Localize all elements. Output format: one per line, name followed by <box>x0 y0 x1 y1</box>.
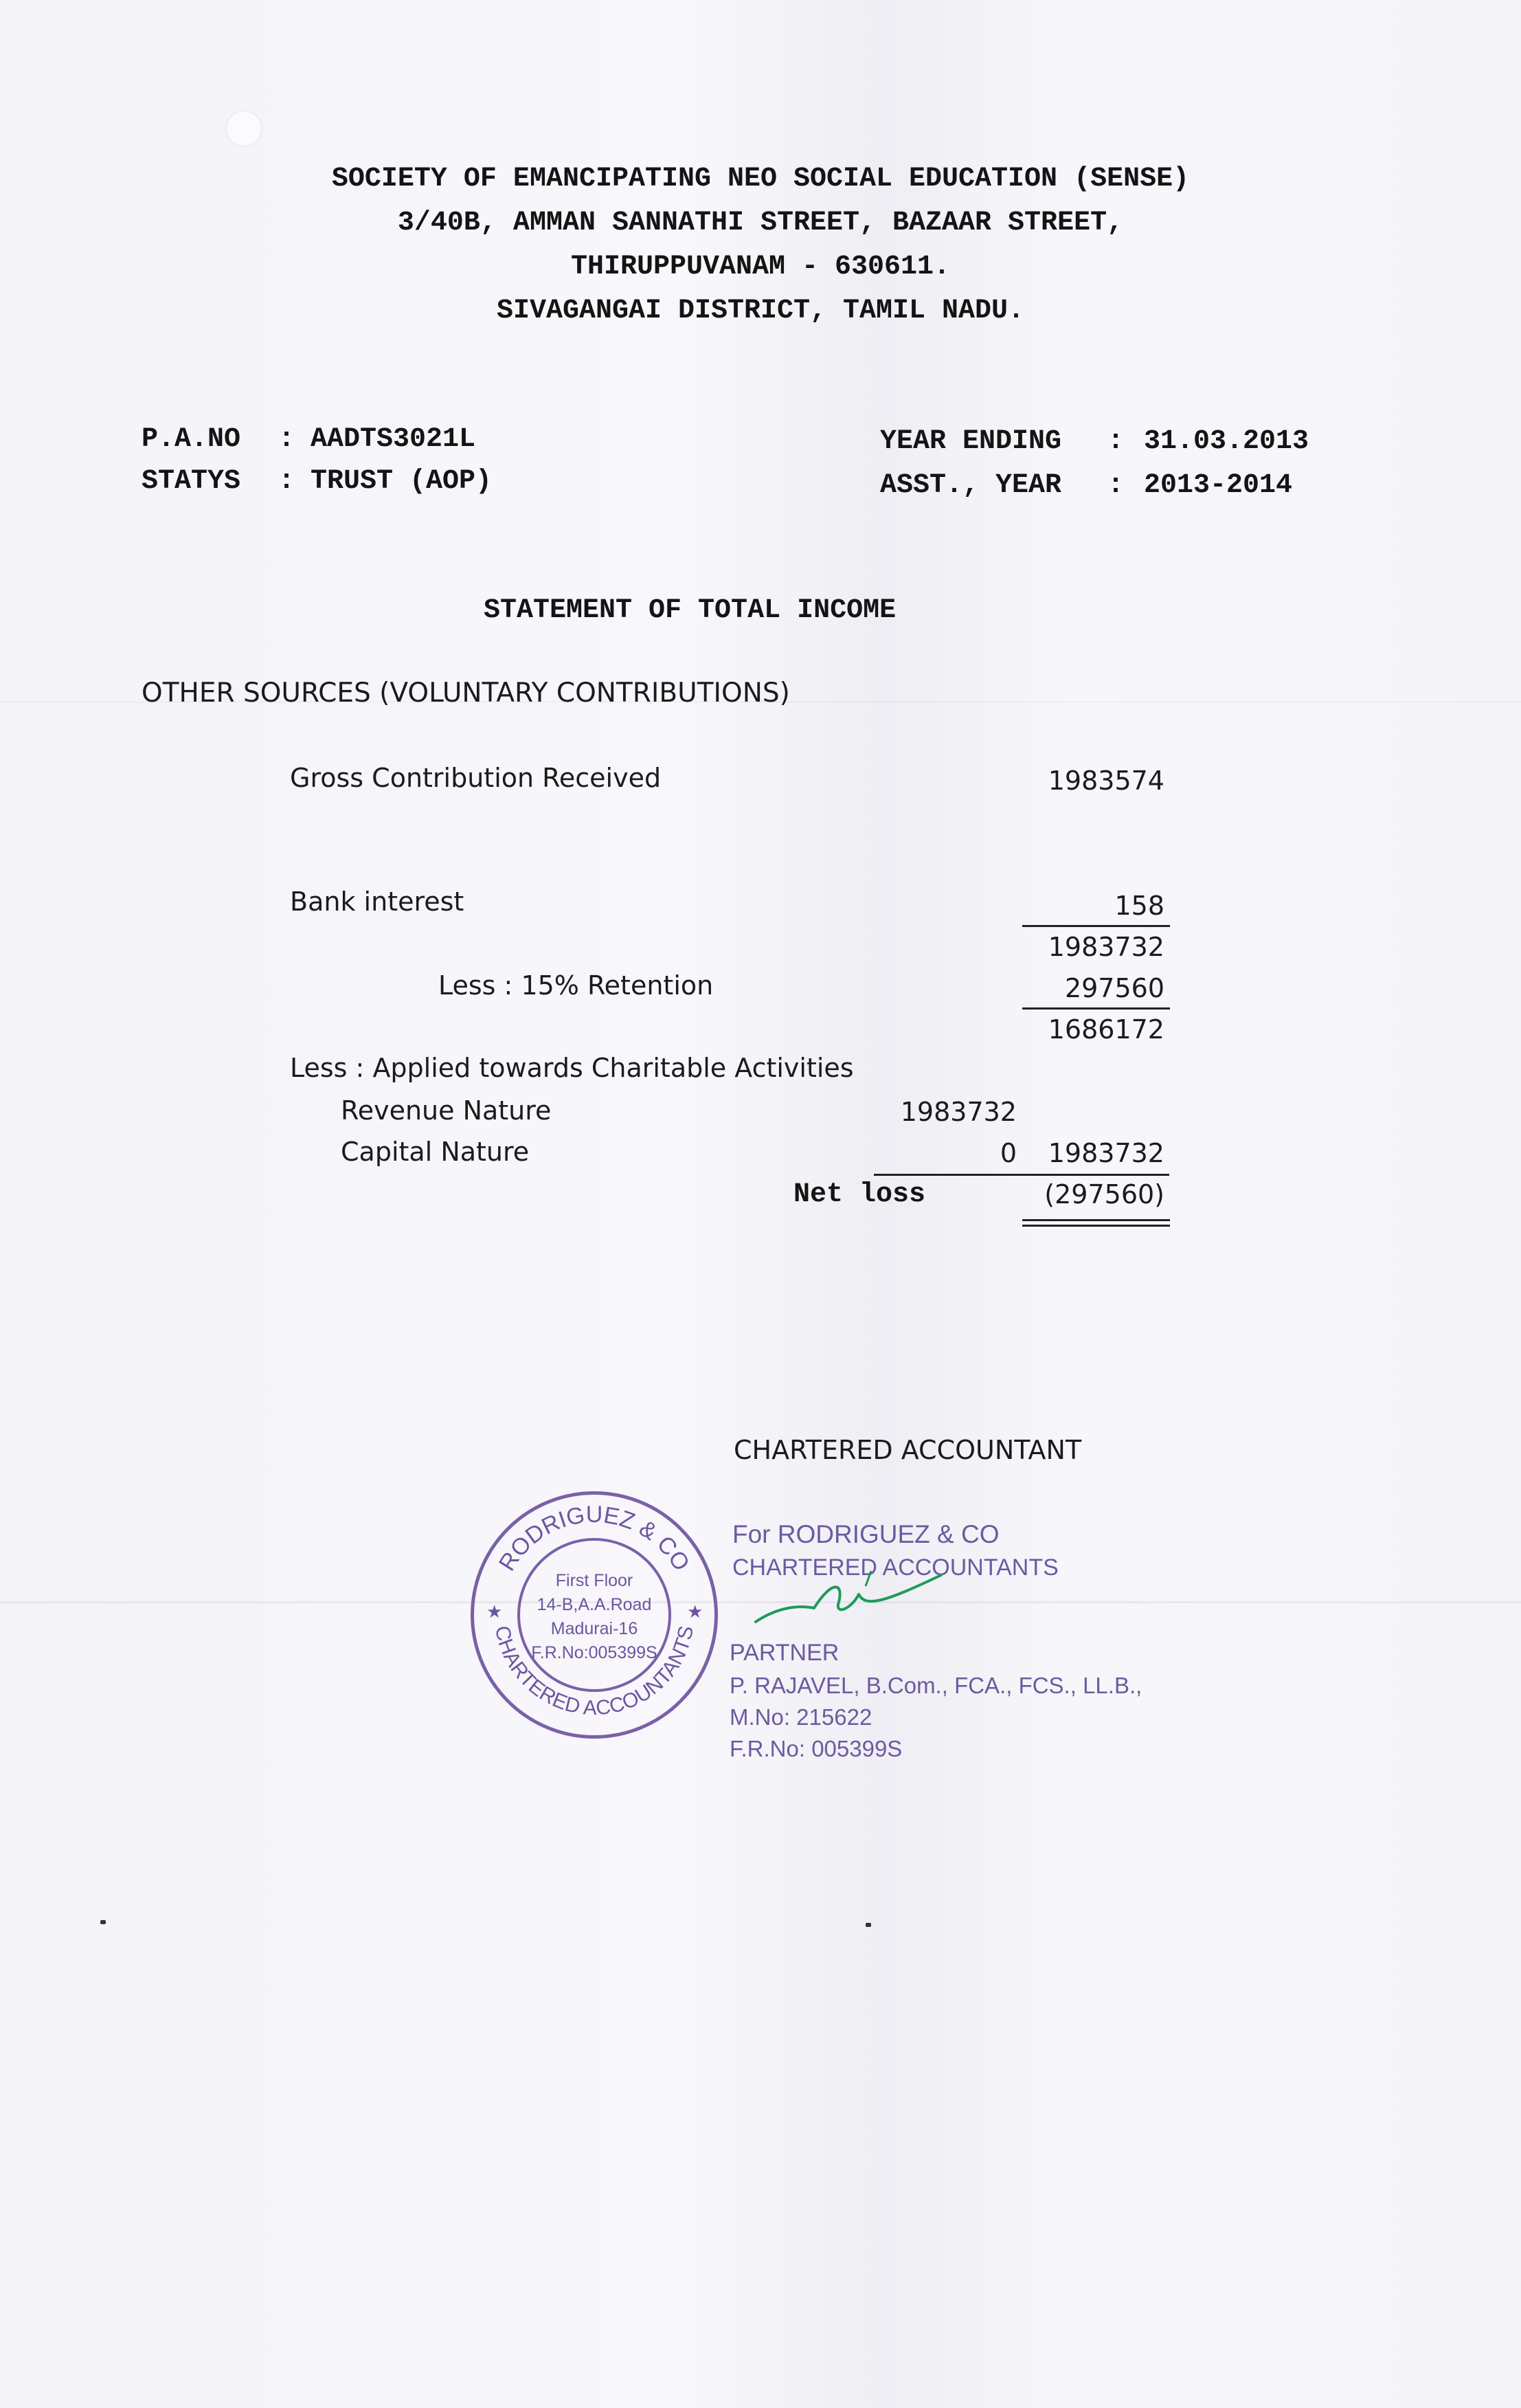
underline <box>874 1174 1169 1176</box>
pan-label: P.A.NO <box>142 424 241 455</box>
address-line-3: SIVAGANGAI DISTRICT, TAMIL NADU. <box>496 296 1025 326</box>
subtotal-2: 1686172 <box>1048 1014 1164 1045</box>
stamp-line-3: Madurai-16 <box>550 1619 638 1638</box>
firm-line: For RODRIGUEZ & CO <box>732 1520 1000 1548</box>
pan-value: AADTS3021L <box>311 424 476 455</box>
star-icon: ★ <box>486 1601 503 1622</box>
stamp-top-arc: RODRIGUEZ & CO <box>493 1501 695 1576</box>
asst-year-label: ASST., YEAR <box>880 470 1062 501</box>
star-icon: ★ <box>687 1601 703 1622</box>
underline <box>1022 925 1170 927</box>
statement-title: STATEMENT OF TOTAL INCOME <box>484 595 897 626</box>
membership-number: M.No: 215622 <box>730 1704 872 1730</box>
asst-year-value: 2013-2014 <box>1144 470 1293 501</box>
gross-contribution-label: Gross Contribution Received <box>290 763 662 793</box>
year-ending-label: YEAR ENDING <box>880 426 1062 457</box>
retention-value: 297560 <box>1064 973 1164 1003</box>
speck <box>866 1923 871 1927</box>
applied-total: 1983732 <box>1048 1138 1164 1168</box>
double-underline <box>1022 1219 1170 1221</box>
separator: : <box>278 466 295 497</box>
separator: : <box>1107 426 1125 457</box>
firm-subline: CHARTERED ACCOUNTANTS <box>732 1554 1059 1581</box>
revenue-nature-label: Revenue Nature <box>341 1095 552 1126</box>
separator: : <box>1107 470 1125 501</box>
status-label: STATYS <box>142 466 241 497</box>
stamp-bottom-arc: CHARTERED ACCOUNTANTS <box>490 1623 699 1720</box>
underline <box>1022 1007 1170 1010</box>
partner-name: P. RAJAVEL, B.Com., FCA., FCS., LL.B., <box>730 1673 1142 1698</box>
revenue-nature-value: 1983732 <box>900 1097 1017 1127</box>
bank-interest-value: 158 <box>1114 891 1164 921</box>
firm-registration: F.R.No: 005399S <box>730 1736 903 1761</box>
separator: : <box>278 424 295 455</box>
punch-hole <box>227 111 261 146</box>
status-value: TRUST (AOP) <box>311 466 493 497</box>
subtotal-1: 1983732 <box>1048 932 1164 962</box>
stamp-line-1: First Floor <box>555 1571 633 1590</box>
gross-contribution-value: 1983574 <box>1048 766 1164 796</box>
address-line-1: 3/40B, AMMAN SANNATHI STREET, BAZAAR STREET, <box>397 208 1124 238</box>
seal-stamp <box>471 1491 718 1739</box>
year-ending-value: 31.03.2013 <box>1144 426 1309 457</box>
net-loss-value: (297560) <box>1044 1179 1164 1209</box>
retention-label: Less : 15% Retention <box>438 970 714 1001</box>
net-loss-label: Net loss <box>793 1179 926 1210</box>
applied-label: Less : Applied towards Charitable Activities <box>290 1053 854 1083</box>
speck <box>100 1920 106 1924</box>
bank-interest-label: Bank interest <box>290 887 464 917</box>
address-line-2: THIRUPPUVANAM - 630611. <box>570 252 951 282</box>
partner-label: PARTNER <box>730 1640 840 1666</box>
stamp-line-2: 14-B,A.A.Road <box>537 1595 652 1614</box>
org-name: SOCIETY OF EMANCIPATING NEO SOCIAL EDUCATION (SENSE) <box>331 164 1190 194</box>
double-underline <box>1022 1225 1170 1227</box>
stamp-line-4: F.R.No:005399S <box>531 1643 657 1662</box>
capital-nature-value: 0 <box>1000 1138 1017 1168</box>
section-heading: OTHER SOURCES (VOLUNTARY CONTRIBUTIONS) <box>142 678 790 709</box>
signature-scribble <box>749 1567 955 1649</box>
capital-nature-label: Capital Nature <box>341 1137 530 1167</box>
ca-heading: CHARTERED ACCOUNTANT <box>734 1435 1082 1465</box>
